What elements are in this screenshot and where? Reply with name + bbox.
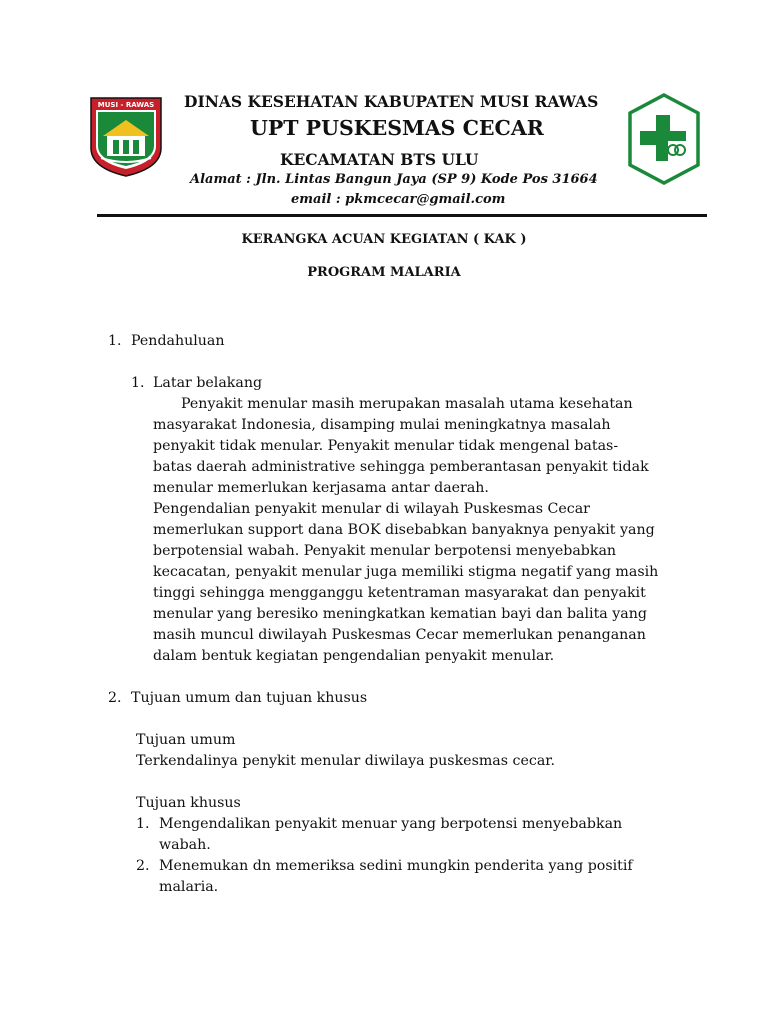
musi-rawas-logo-text: MUSI - RAWAS xyxy=(97,101,155,109)
paragraph-line: tinggi sehingga mengganggu ketentraman masyarakat dan penyakit xyxy=(153,585,646,601)
header-email: email : pkmcecar@gmail.com xyxy=(291,192,506,207)
paragraph-line: dalam bentuk kegiatan pengendalian penyakit menular. xyxy=(153,648,555,664)
paragraph-line: batas daerah administrative sehingga pemberantasan penyakit tidak xyxy=(153,459,649,475)
paragraph-line: menular memerlukan kerjasama antar daerah. xyxy=(153,480,489,496)
section-2-title: Tujuan umum dan tujuan khusus xyxy=(131,690,368,706)
section-1-1-number: 1. xyxy=(131,375,145,391)
khusus-item-number: 1. xyxy=(136,816,150,832)
section-1-number: 1. xyxy=(108,333,122,349)
tujuan-umum-label: Tujuan umum xyxy=(136,732,236,748)
paragraph-line: kecacatan, penyakit menular juga memiliki stigma negatif yang masih xyxy=(153,564,659,580)
paragraph-line: penyakit tidak menular. Penyakit menular tidak mengenal batas- xyxy=(153,438,619,454)
section-1-1-title: Latar belakang xyxy=(153,375,263,391)
header-kecamatan: KECAMATAN BTS ULU xyxy=(280,150,479,169)
khusus-item-number: 2. xyxy=(136,858,150,874)
tujuan-khusus-label: Tujuan khusus xyxy=(136,795,241,811)
section-1-title: Pendahuluan xyxy=(131,333,225,349)
paragraph-line: Penyakit menular masih merupakan masalah utama kesehatan xyxy=(181,396,633,412)
puskesmas-logo xyxy=(628,93,700,185)
paragraph-line: masyarakat Indonesia, disamping mulai meningkatnya masalah xyxy=(153,417,611,433)
khusus-item-line: Menemukan dn memeriksa sedini mungkin penderita yang positif xyxy=(159,858,633,874)
khusus-item-line: wabah. xyxy=(159,837,211,853)
tujuan-umum-text: Terkendalinya penykit menular diwilaya puskesmas cecar. xyxy=(136,753,556,769)
section-2-number: 2. xyxy=(108,690,122,706)
header-agency: DINAS KESEHATAN KABUPATEN MUSI RAWAS xyxy=(184,92,599,111)
paragraph-line: Pengendalian penyakit menular di wilayah Puskesmas Cecar xyxy=(153,501,590,517)
khusus-item-line: Mengendalikan penyakit menuar yang berpotensi menyebabkan xyxy=(159,816,623,832)
khusus-item-line: malaria. xyxy=(159,879,219,895)
paragraph-line: berpotensial wabah. Penyakit menular berpotensi menyebabkan xyxy=(153,543,617,559)
paragraph-line: masih muncul diwilayah Puskesmas Cecar memerlukan penanganan xyxy=(153,627,646,643)
header-divider xyxy=(97,214,707,217)
musi-rawas-logo xyxy=(89,96,163,178)
document-subtitle: PROGRAM MALARIA xyxy=(307,265,461,280)
paragraph-line: menular yang beresiko meningkatkan kematian bayi dan balita yang xyxy=(153,606,647,622)
header-address: Alamat : Jln. Lintas Bangun Jaya (SP 9) Kode Pos 31664 xyxy=(190,172,598,187)
document-title: KERANGKA ACUAN KEGIATAN ( KAK ) xyxy=(241,232,527,247)
header-puskesmas: UPT PUSKESMAS CECAR xyxy=(250,116,544,140)
paragraph-line: memerlukan support dana BOK disebabkan banyaknya penyakit yang xyxy=(153,522,655,538)
